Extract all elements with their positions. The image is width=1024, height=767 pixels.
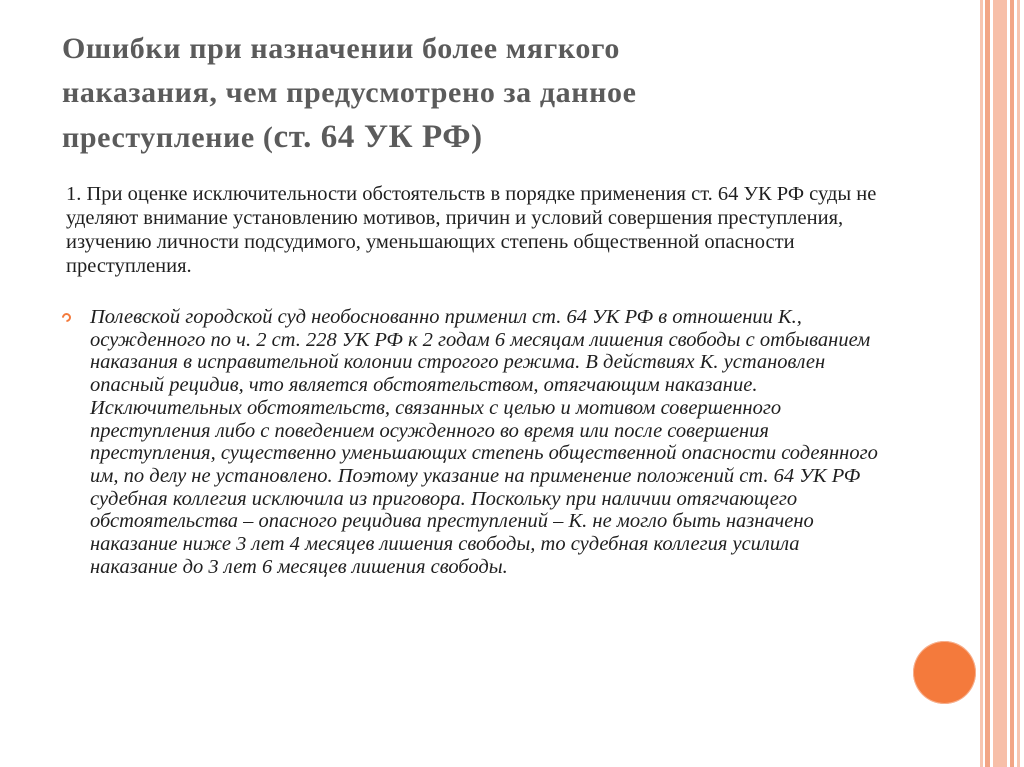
- stripe: [1010, 0, 1014, 767]
- slide-title: [62, 27, 882, 160]
- stripe: [1017, 0, 1020, 767]
- bullet-text: Полевской городской суд необоснованно применил ст. 64 УК РФ в отношении К., осужденного по ч. 2 ст. 228 УК РФ к 2 годам 6 месяцам лишения свободы с отбыванием наказания в исправительной колонии строгого режима. В действиях К. установлен опасный рецидив, что является обстоятельством, отягчающим наказание. Исключительных обстоятельств, связанных с целью и мотивом совершенного преступления либо с поведением осужденного во время или после совершения преступления, существенно уменьшающих степень общественной опасности содеянного им, по делу не установлено. Поэтому указание на применение положений ст. 64 УК РФ судебная коллегия исключила из приговора. Поскольку при наличии отягчающего обстоятельства – опасного рецидива преступлений – К. не могло быть назначено наказание ниже 3 лет 4 месяцев лишения свободы, то судебная коллегия усилила наказание до 3 лет 6 месяцев лишения свободы.: [90, 306, 878, 578]
- stripe: [985, 0, 990, 767]
- title-line-3-prefix: преступление (: [62, 121, 274, 154]
- title-line-1: Ошибки при назначении более мягкого: [62, 32, 621, 65]
- title-line-2: наказания, чем предусмотрено за данное: [62, 76, 637, 109]
- bullet-circle-icon: [60, 311, 73, 324]
- stripe: [980, 0, 983, 767]
- stripe: [993, 0, 1007, 767]
- paragraph-1: 1. При оценке исключительности обстоятельств в порядке применения ст. 64 УК РФ суды не уделяют внимание установлению мотивов, причин и условий совершения преступления, изучению личности подсудимого, уменьшающих степень общественной опасности преступления.: [66, 183, 877, 277]
- bullet-item: [62, 306, 892, 578]
- title-line-3-emphasis: ст. 64 УК РФ): [273, 119, 483, 155]
- orange-circle-decoration: [913, 641, 976, 704]
- decorative-stripes: [980, 0, 1024, 767]
